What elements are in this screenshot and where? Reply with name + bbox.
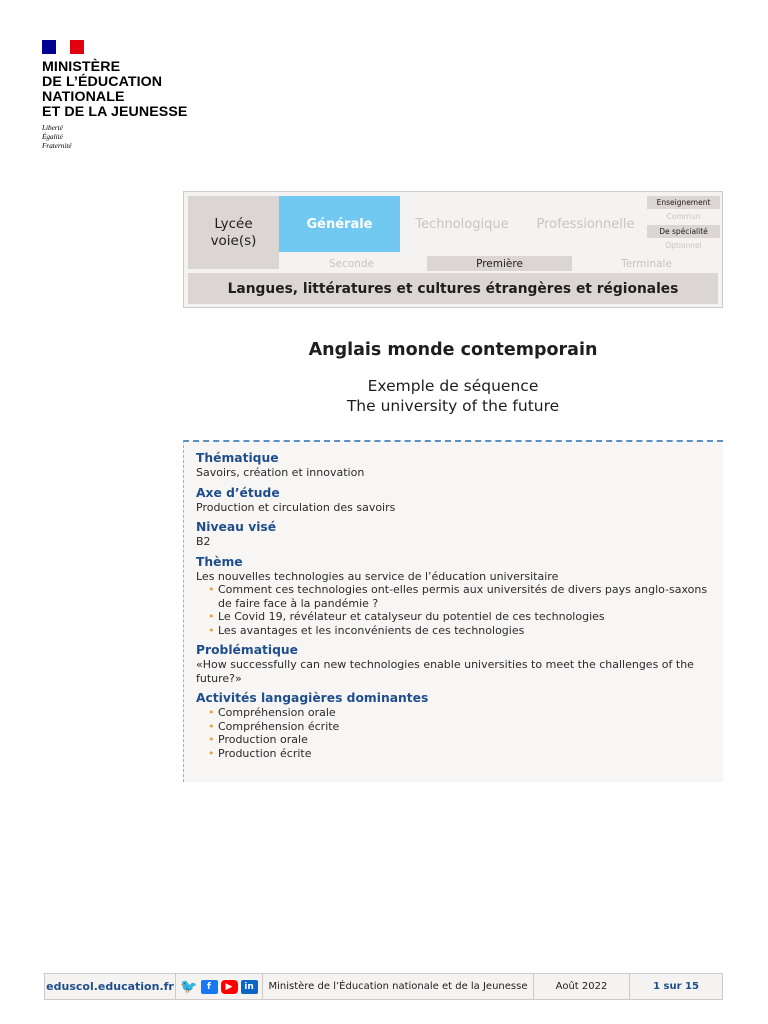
list-item: • Le Covid 19, révélateur et catalyseur du potentiel de ces technologies: [196, 610, 711, 624]
motto-line: Fraternité: [42, 142, 72, 150]
list-item: • Compréhension écrite: [196, 720, 711, 734]
page-title: Anglais monde contemporain: [308, 340, 598, 360]
social-links: [175, 974, 263, 999]
ministry-name-line: MINISTÈRE: [42, 59, 121, 75]
niveau-seconde: Seconde: [328, 257, 375, 270]
list-item: • Production écrite: [196, 747, 711, 761]
curriculum-header: [183, 191, 723, 308]
subtitle-line: The university of the future: [346, 397, 560, 415]
sequence-summary: [183, 440, 723, 782]
voie-technologique: Technologique: [415, 216, 509, 232]
youtube-icon[interactable]: ▶: [221, 980, 238, 994]
republic-motto: [42, 124, 187, 151]
eduscol-link[interactable]: eduscol.education.fr: [46, 980, 174, 993]
motto-line: Égalité: [42, 133, 63, 141]
list-item: • Compréhension orale: [196, 706, 711, 720]
ministry-logo: [42, 40, 187, 151]
footer-ministry: Ministère de l’Éducation nationale et de la Jeunesse: [263, 974, 534, 999]
page-footer: [44, 973, 723, 1000]
enseignement-specialite: De spécialité: [647, 225, 720, 238]
motto-line: Liberté: [42, 124, 63, 132]
page-subtitle: [183, 376, 723, 416]
section-text: Les nouvelles technologies au service de l’éducation universitaire: [196, 569, 559, 583]
marianne-flag-icon: [42, 40, 84, 54]
activities-list: [196, 706, 711, 760]
ministry-name-line: DE L’ÉDUCATION: [42, 74, 163, 90]
section-heading: Axe d’étude: [196, 485, 280, 500]
voie-professionnelle: Professionnelle: [536, 216, 635, 232]
ministry-name-line: NATIONALE: [42, 89, 125, 105]
enseignement-optionnel: Optionnel: [665, 241, 702, 250]
section-text: B2: [196, 535, 211, 548]
theme-list: [196, 583, 711, 637]
voie-generale: Générale: [279, 196, 400, 252]
section-heading: Thématique: [196, 451, 279, 465]
enseignement-label: Enseignement: [647, 196, 720, 209]
niveau-premiere: Première: [427, 256, 572, 271]
section-heading: Niveau visé: [196, 520, 277, 534]
section-text: Savoirs, création et innovation: [196, 466, 365, 479]
subject-title: Langues, littératures et cultures étrangères et régionales: [188, 273, 718, 304]
enseignement-commun: Commun: [666, 212, 701, 221]
page-number: 1 sur 15: [653, 981, 699, 992]
list-item: • Production orale: [196, 733, 711, 747]
section-text: «How successfully can new technologies enable universities to meet the challenges of the future?»: [196, 658, 694, 685]
section-text: Production et circulation des savoirs: [196, 500, 396, 514]
niveau-terminale: Terminale: [621, 257, 672, 270]
section-heading: Activités langagières dominantes: [196, 691, 429, 705]
twitter-icon[interactable]: 🐦: [180, 978, 198, 995]
section-heading: Thème: [196, 554, 243, 569]
ministry-name-line: ET DE LA JEUNESSE: [42, 104, 188, 120]
facebook-icon[interactable]: f: [201, 980, 218, 994]
section-heading: Problématique: [196, 643, 298, 657]
footer-date: Août 2022: [534, 974, 630, 999]
lycee-label: Lycée voie(s): [188, 196, 279, 269]
linkedin-icon[interactable]: in: [241, 980, 258, 994]
list-item: • Comment ces technologies ont-elles permis aux universités de divers pays anglo-saxons de faire face à la pandémie ?: [196, 583, 711, 610]
subtitle-line: Exemple de séquence: [367, 377, 539, 395]
list-item: • Les avantages et les inconvénients de ces technologies: [196, 624, 711, 638]
ministry-name: [42, 60, 187, 120]
